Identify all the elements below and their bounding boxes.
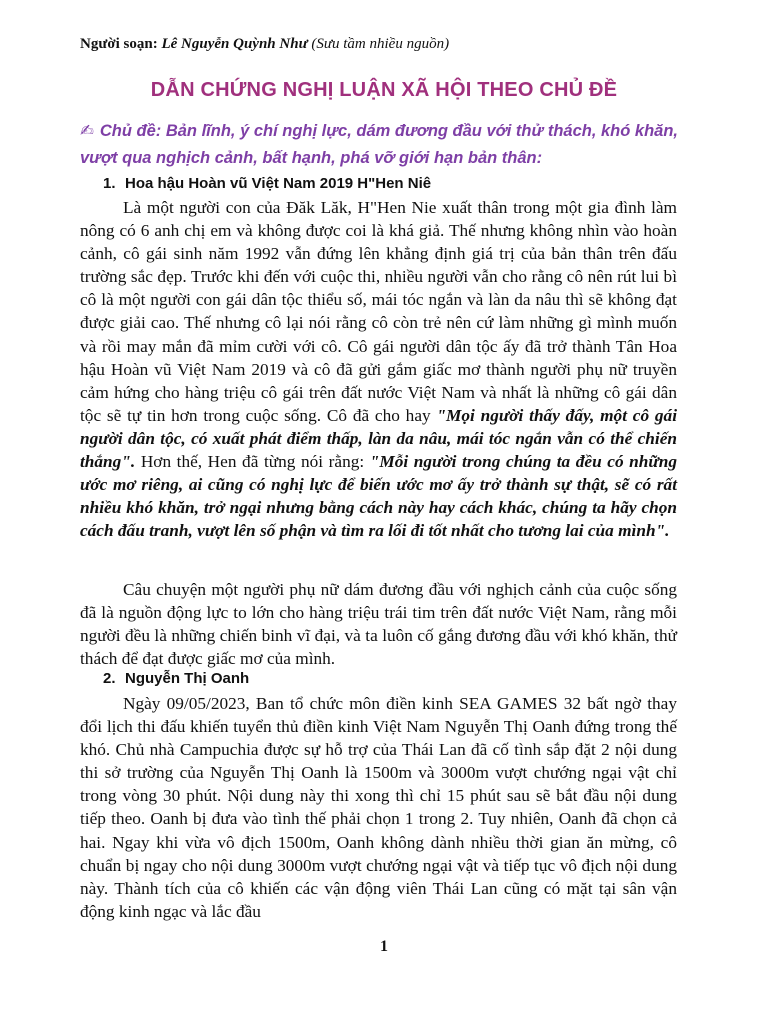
author-note: (Sưu tầm nhiều nguồn) (311, 36, 450, 52)
paragraph-text-mid: Hơn thế, Hen đã từng nói rằng: (140, 452, 365, 472)
topic-text: Chủ đề: Bản lĩnh, ý chí nghị lực, dám đương đầu với thử thách, khó khăn, vượt qua nghịch cảnh, bất hạnh, phá vỡ giới hạn bản thân: (80, 122, 679, 167)
author-line (80, 36, 449, 53)
section-1-paragraph-1 (80, 196, 677, 542)
author-label: Người soạn: (80, 36, 158, 52)
section-title: Nguyễn Thị Oanh (125, 670, 250, 687)
section-2-paragraph-1 (80, 692, 677, 923)
author-name: Lê Nguyễn Quỳnh Như (161, 36, 308, 52)
section-heading-2 (103, 670, 249, 687)
page-title: DẪN CHỨNG NGHỊ LUẬN XÃ HỘI THEO CHỦ ĐỀ (150, 79, 618, 101)
paragraph-text: Là một người con của Đăk Lăk, H"Hen Nie xuất thân trong một gia đình làm nông có 6 anh chị em và không được coi là khá giả. Thế nhưng không nhìn vào hoàn cảnh, cô gái sinh năm 1992 vẫn đứng lên khẳng định giá trị của bản thân trên đấu trường sắc đẹp. Trước khi đến với cuộc thi, nhiều người vẫn cho rằng cô nên rút lui bì cô là một người con gái dân tộc thiểu số, mái tóc ngắn và làn da nâu thì sẽ không đạt được giải cao. Thế nhưng cô lại nói rằng cô còn trẻ nên cứ làm những gì mình muốn và rồi may mắn đã mỉm cười với cô. Cô gái người dân tộc ấy đã trở thành Tân Hoa hậu Hoàn vũ Việt Nam 2019 và cô đã gửi gắm giấc mơ thành người phụ nữ truyền cảm hứng cho hàng triệu cô gái trên đất nước Việt Nam và nhất là những cô gái dân tộc sẽ tự tin hơn trong cuộc sống. Cô đã cho hay (80, 198, 677, 425)
topic-line (80, 118, 690, 172)
paragraph-text: Ngày 09/05/2023, Ban tổ chức môn điền kinh SEA GAMES 32 bất ngờ thay đổi lịch thi đấu khiến tuyển thủ điền kinh Việt Nam Nguyễn Thị Oanh đứng trong thế khó. Chủ nhà Campuchia được sự hỗ trợ của Thái Lan đã cố tình sắp đặt 2 nội dung thi sở trường của Nguyễn Thị Oanh là 1500m và 3000m vượt chướng ngại vật chỉ trong vòng 30 phút. Nội dung này thi xong thì chỉ 15 phút sau sẽ bắt đầu nội dung tiếp theo. Oanh bị đưa vào tình thế phải chọn 1 trong 2. Tuy nhiên, Oanh đã chọn cả hai. Ngay khi vừa vô địch 1500m, Oanh không dành nhiều thời gian ăn mừng, cô chuẩn bị ngay cho nội dung 3000m vượt chướng ngại vật và tiếp tục vô địch nội dung này. Thành tích của cô khiến các vận động viên Thái Lan cũng có mặt tại sân vận động kinh ngạc và lắc đầu (80, 694, 677, 921)
pencil-icon: ✍ (80, 122, 94, 140)
section-title: Hoa hậu Hoàn vũ Việt Nam 2019 H"Hen Niê (125, 175, 432, 192)
paragraph-text: Câu chuyện một người phụ nữ dám đương đầu với nghịch cảnh của cuộc sống đã là nguồn động lực to lớn cho hàng triệu trái tim trên đất nước Việt Nam, rằng mỗi người đều là những chiến binh vĩ đại, và ta luôn cố gắng đương đầu với khó khăn, thử thách để đạt được giấc mơ của mình. (80, 580, 677, 669)
section-heading-1 (103, 175, 431, 192)
section-1-paragraph-2 (80, 578, 677, 670)
section-number: 1. (103, 175, 116, 192)
section-number: 2. (103, 670, 116, 687)
page-number: 1 (380, 938, 388, 955)
quote-2: "Mỗi người trong chúng ta đều có những ước mơ riêng, ai cũng có nghị lực để biến ước mơ ấy trở thành sự thật, sẽ có rất nhiều khó khăn, trở ngại nhưng bằng cách này hay cách khác, chúng ta hãy chọn cách đấu tranh, vượt lên số phận và tìm ra lối đi tốt nhất cho tương lai của mình". (80, 452, 677, 541)
quote-1: "Mọi người thấy đấy, một cô gái người dân tộc, có xuất phát điểm thấp, làn da nâu, mái tóc ngắn vẫn có thể chiến thắng". (80, 405, 677, 472)
